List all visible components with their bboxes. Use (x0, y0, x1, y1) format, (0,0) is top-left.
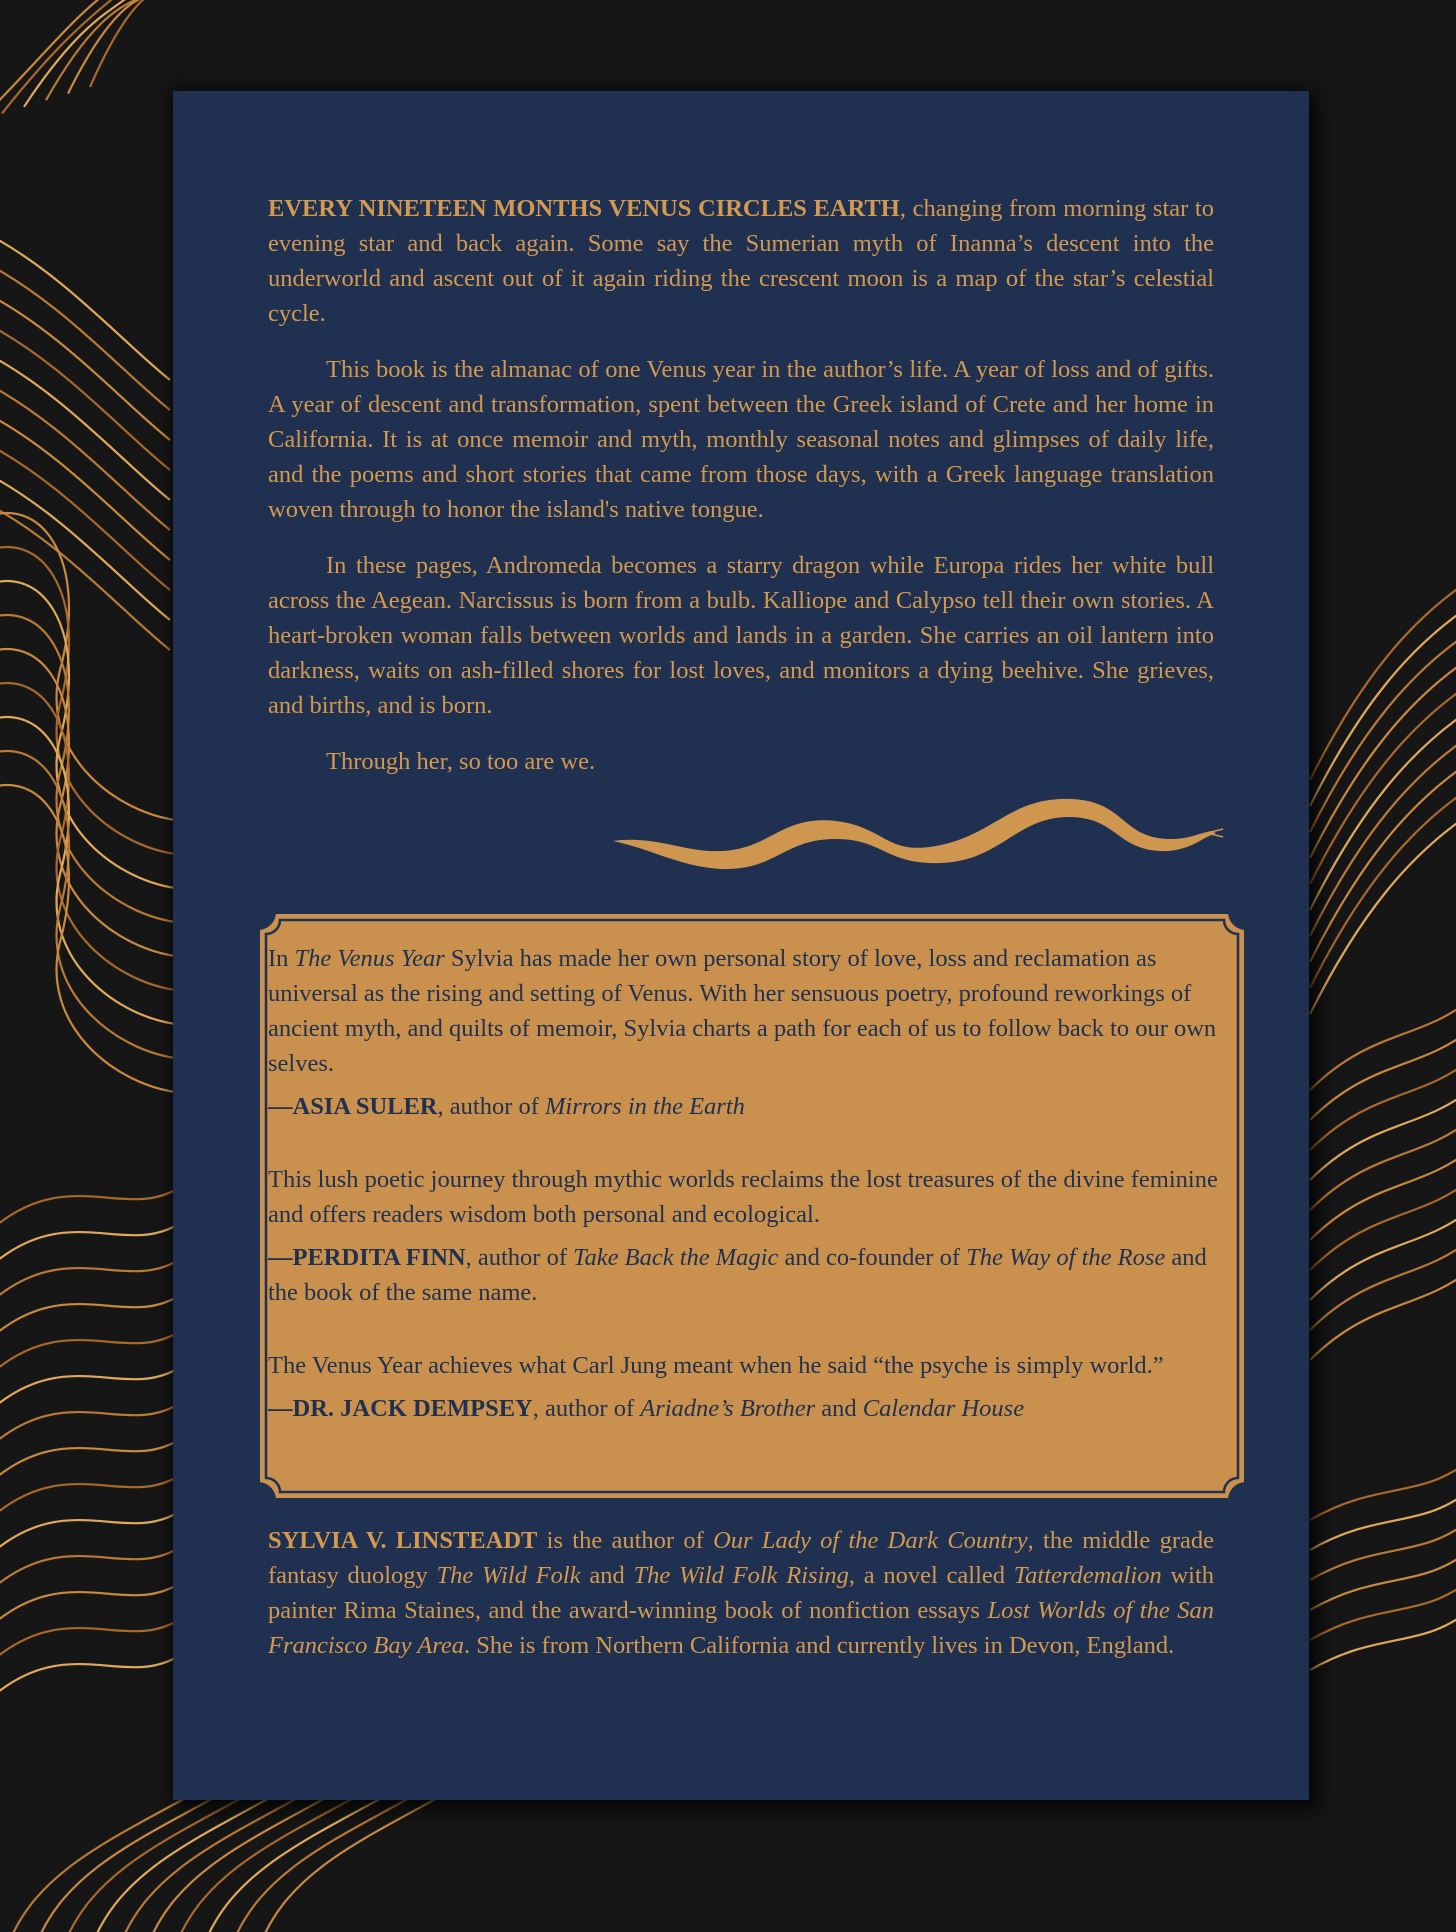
endorsement-3: The Venus Year achieves what Carl Jung meant when he said “the psyche is simply world.” (268, 1352, 1164, 1379)
gold-wave-line (0, 470, 170, 620)
gold-wave-line (0, 380, 170, 530)
gold-wave-line (1310, 1090, 1456, 1180)
gold-wave-line (0, 649, 175, 956)
gold-wave-line (1310, 1000, 1456, 1090)
endorsement-2-attribution: —PERDITA FINN, author of Take Back the Magic and co-founder of The Way of the Rose and the book of the same name. (268, 1244, 1207, 1306)
endorsements (268, 941, 1218, 1426)
gold-wave-line (0, 0, 110, 120)
gold-wave-line (0, 581, 175, 888)
gold-wave-line (1310, 1180, 1456, 1270)
description-paragraph-4: Through her, so too are we. (326, 748, 596, 775)
gold-wave-line (1310, 1270, 1456, 1360)
gold-wave-line (0, 513, 175, 820)
gold-wave-line (0, 260, 170, 410)
gold-wave-line (0, 350, 170, 500)
gold-wave-line (0, 717, 175, 1024)
gold-wave-line (0, 1658, 175, 1708)
endorsement-1-attribution: —ASIA SULER, author of Mirrors in the Earth (268, 1093, 745, 1120)
gold-wave-line (0, 547, 175, 854)
author-name: SYLVIA V. LINSTEADT (268, 1527, 538, 1554)
gold-wave-line (0, 615, 175, 922)
gold-wave-line (46, 0, 150, 100)
endorsement-1: In The Venus Year Sylvia has made her own personal story of love, loss and reclamation as universal as the rising and setting of Venus. With her sensuous poetry, profound reworkings of ancient myth, and quilts of memoir, Sylvia charts a path for each of us to follow back to our own selves. (268, 945, 1217, 1077)
gold-wave-line (0, 751, 175, 1058)
gold-wave-line (0, 440, 170, 590)
gold-wave-line (1310, 1030, 1456, 1120)
description-paragraph-1: EVERY NINETEEN MONTHS VENUS CIRCLES EARTH, changing from morning star to evening star and back again. Some say the Sumerian myth of Inanna’s descent into the underworld and ascent out of it again riding the crescent moon is a map of the star’s celestial cycle. (268, 195, 1214, 327)
gold-wave-line (0, 320, 170, 470)
gold-wave-line (1310, 1610, 1456, 1670)
gold-wave-line (1310, 1210, 1456, 1300)
book-description (268, 191, 1214, 800)
endorsement-3-attribution: —DR. JACK DEMPSEY, author of Ariadne’s Brother and Calendar House (268, 1395, 1025, 1422)
gold-wave-line (1310, 1240, 1456, 1330)
gold-wave-line (1310, 1150, 1456, 1240)
gold-wave-line (1310, 1120, 1456, 1210)
gold-wave-line (0, 785, 175, 1092)
back-cover (173, 91, 1309, 1800)
endorsement-2: This lush poetic journey through mythic worlds reclaims the lost treasures of the divine feminine and offers readers wisdom both personal and ecological. (268, 1166, 1218, 1228)
author-bio: SYLVIA V. LINSTEADT is the author of Our Lady of the Dark Country, the middle grade fantasy duology The Wild Folk and The Wild Folk Rising, a novel called Tatterdemalion with painter Rima Staines, and the award-winning book of nonfiction essays Lost Worlds of the San Francisco Bay Area. She is from Northern California and currently lives in Devon, England. (268, 1527, 1215, 1659)
gold-wave-line (0, 410, 170, 560)
opening-line: EVERY NINETEEN MONTHS VENUS CIRCLES EARTH (268, 195, 900, 222)
gold-wave-line (0, 500, 170, 650)
snake-icon (611, 791, 1225, 871)
gold-wave-line (1310, 1060, 1456, 1150)
gold-wave-line (0, 683, 175, 990)
gold-wave-line (1310, 606, 1456, 806)
gold-wave-line (0, 230, 170, 380)
gold-wave-line (0, 290, 170, 440)
gold-wave-line (1310, 580, 1456, 780)
description-paragraph-3: In these pages, Andromeda becomes a starry dragon while Europa rides her white bull across the Aegean. Narcissus is born from a bulb. Kalliope and Calypso tell their own stories. A heart-broken woman falls between worlds and lands in a garden. She carries an oil lantern into darkness, waits on ash-filled shores for lost loves, and monitors a dying beehive. She grieves, and births, and is born. (268, 552, 1214, 719)
gold-wave-line (90, 0, 176, 87)
description-paragraph-2: This book is the almanac of one Venus year in the author’s life. A year of loss and of gifts. A year of descent and transformation, spent between the Greek island of Crete and her home in California. It is at once memoir and myth, monthly seasonal notes and glimpses of daily life, and the poems and short stories that came from those days, with a Greek language translation woven through to honor the island's native tongue. (268, 356, 1214, 523)
